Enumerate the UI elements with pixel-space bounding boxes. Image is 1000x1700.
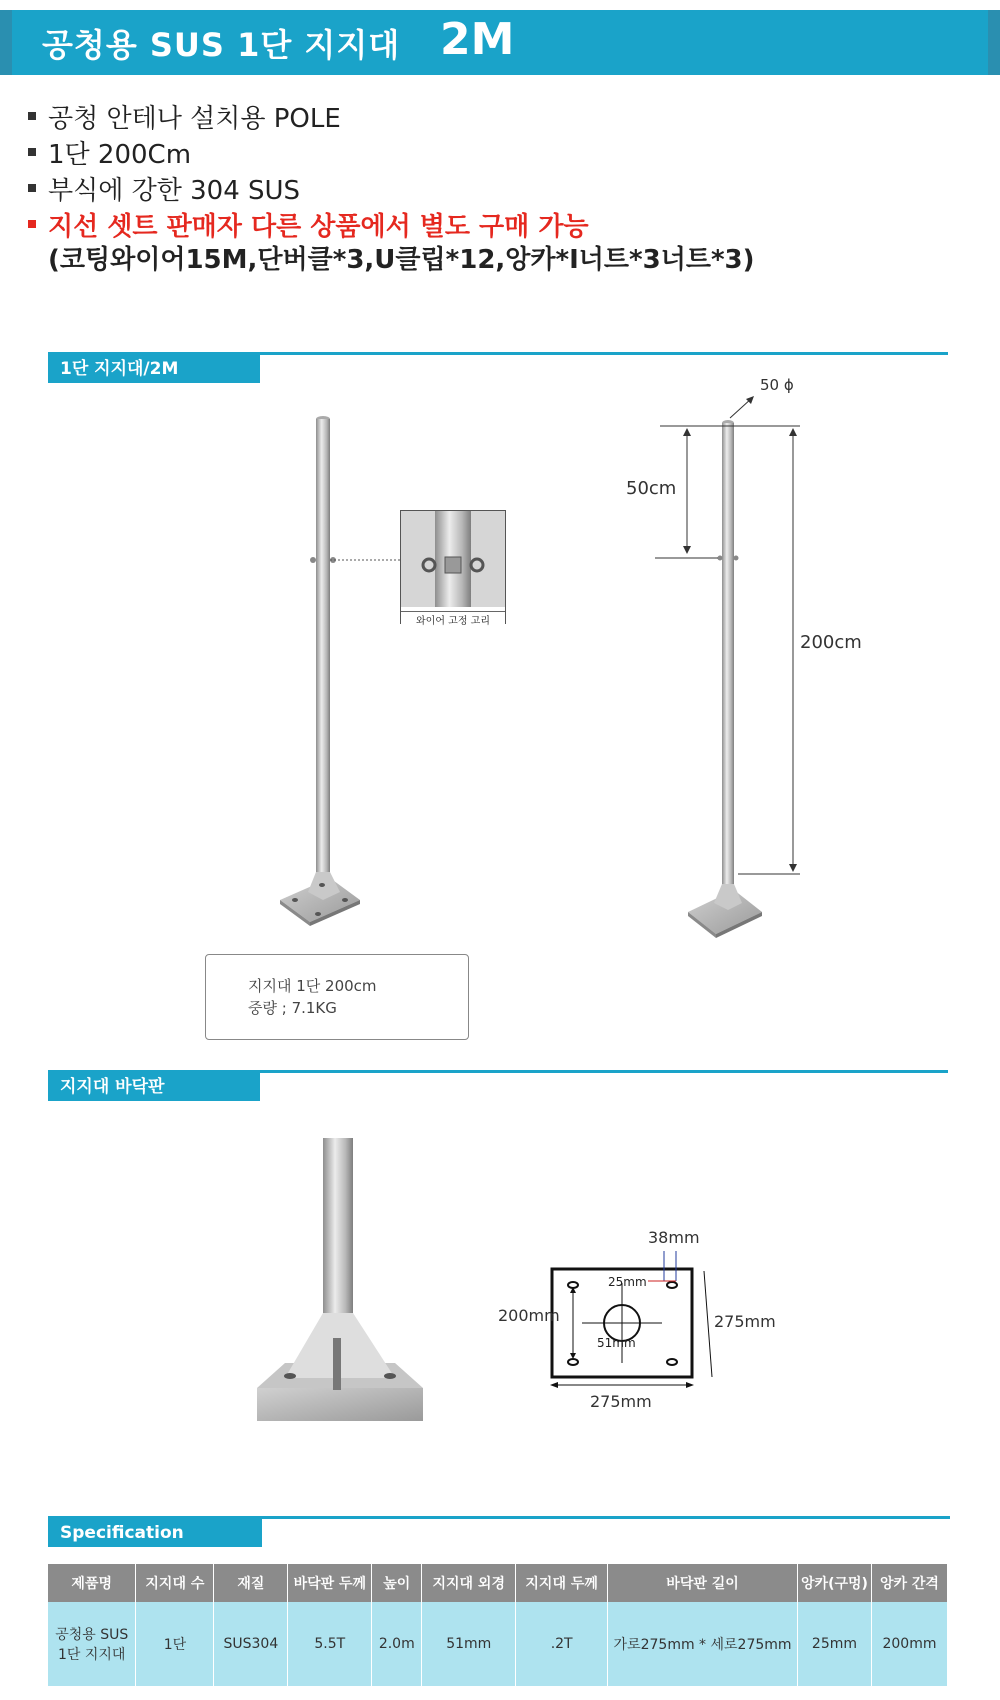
dim-center: 51mm	[597, 1336, 636, 1350]
spec-header: 앙카(구멍)	[797, 1564, 871, 1602]
pole-illustration	[260, 400, 370, 930]
feature-text: 지선 셋트 판매자 다른 상품에서 별도 구매 가능	[48, 211, 589, 242]
dim-top-label: 50cm	[626, 478, 677, 499]
spec-header: 바닥판 두께	[288, 1564, 372, 1602]
pole-info-box	[205, 954, 469, 1040]
wire-ring-photo	[401, 511, 505, 607]
spec-cell: 51mm	[422, 1602, 516, 1686]
dim-height: 275mm	[714, 1312, 776, 1331]
dim-diameter-label: 50 ϕ	[760, 376, 794, 394]
spec-cell: .2T	[516, 1602, 608, 1686]
spec-data-row	[48, 1602, 948, 1686]
wire-set-contents: (코팅와이어15M,단버클*3,U클립*12,앙카*I너트*3너트*3)	[48, 245, 755, 275]
feature-item	[28, 170, 755, 206]
spec-cell: 공청용 SUS 1단 지지대	[48, 1602, 136, 1686]
spec-cell: 2.0m	[372, 1602, 422, 1686]
bullet-square-icon	[28, 184, 36, 192]
bullet-square-icon	[28, 112, 36, 120]
section-tab-specification: Specification	[48, 1519, 262, 1547]
spec-header: 높이	[372, 1564, 422, 1602]
pole-dimension-drawing	[640, 390, 840, 940]
wire-ring-inset	[400, 510, 506, 627]
banner-right-edge	[988, 10, 1000, 75]
spec-cell: 가로275mm * 세로275mm	[608, 1602, 798, 1686]
info-length: 지지대 1단 200cm	[248, 977, 377, 995]
dim-inner: 200mm	[498, 1306, 560, 1325]
dim-hole: 25mm	[608, 1275, 647, 1289]
feature-list	[28, 98, 755, 278]
feature-text: 공청 안테나 설치용 POLE	[48, 103, 341, 134]
base-plate-diagram	[540, 1235, 720, 1390]
spec-cell: 200mm	[871, 1602, 947, 1686]
spec-cell: 5.5T	[288, 1602, 372, 1686]
feature-text: 부식에 강한 304 SUS	[48, 175, 301, 206]
pointer-line	[330, 555, 400, 565]
bullet-square-icon	[28, 148, 36, 156]
feature-item	[28, 98, 755, 134]
spec-header: 지지대 두께	[516, 1564, 608, 1602]
base-plate-photo	[255, 1138, 425, 1428]
spec-header: 앙카 간격	[871, 1564, 947, 1602]
feature-item	[28, 134, 755, 170]
spec-header-row	[48, 1564, 948, 1602]
inset-caption: 와이어 고정 고리	[401, 611, 505, 627]
dim-total-label: 200cm	[800, 632, 862, 653]
spec-header: 제품명	[48, 1564, 136, 1602]
product-size: 2M	[440, 14, 515, 65]
spec-cell: 25mm	[797, 1602, 871, 1686]
product-title: 공청용 SUS 1단 지지대	[42, 26, 401, 64]
section-tab-base-plate: 지지대 바닥판	[48, 1073, 260, 1101]
spec-cell: 1단	[136, 1602, 214, 1686]
bullet-square-icon	[28, 220, 36, 228]
spec-header: 지지대 외경	[422, 1564, 516, 1602]
spec-header: 재질	[214, 1564, 288, 1602]
section-tab-pole: 1단 지지대/2M	[48, 355, 260, 383]
info-weight: 중량 ; 7.1KG	[248, 999, 337, 1017]
feature-item-highlight	[28, 206, 755, 242]
dim-hole-spacing: 38mm	[648, 1228, 700, 1247]
spec-header: 지지대 수	[136, 1564, 214, 1602]
dim-width: 275mm	[590, 1392, 652, 1411]
spec-header: 바닥판 길이	[608, 1564, 798, 1602]
feature-text: 1단 200Cm	[48, 139, 192, 170]
banner-left-edge	[0, 10, 12, 75]
spec-cell: SUS304	[214, 1602, 288, 1686]
spec-table	[48, 1564, 948, 1686]
